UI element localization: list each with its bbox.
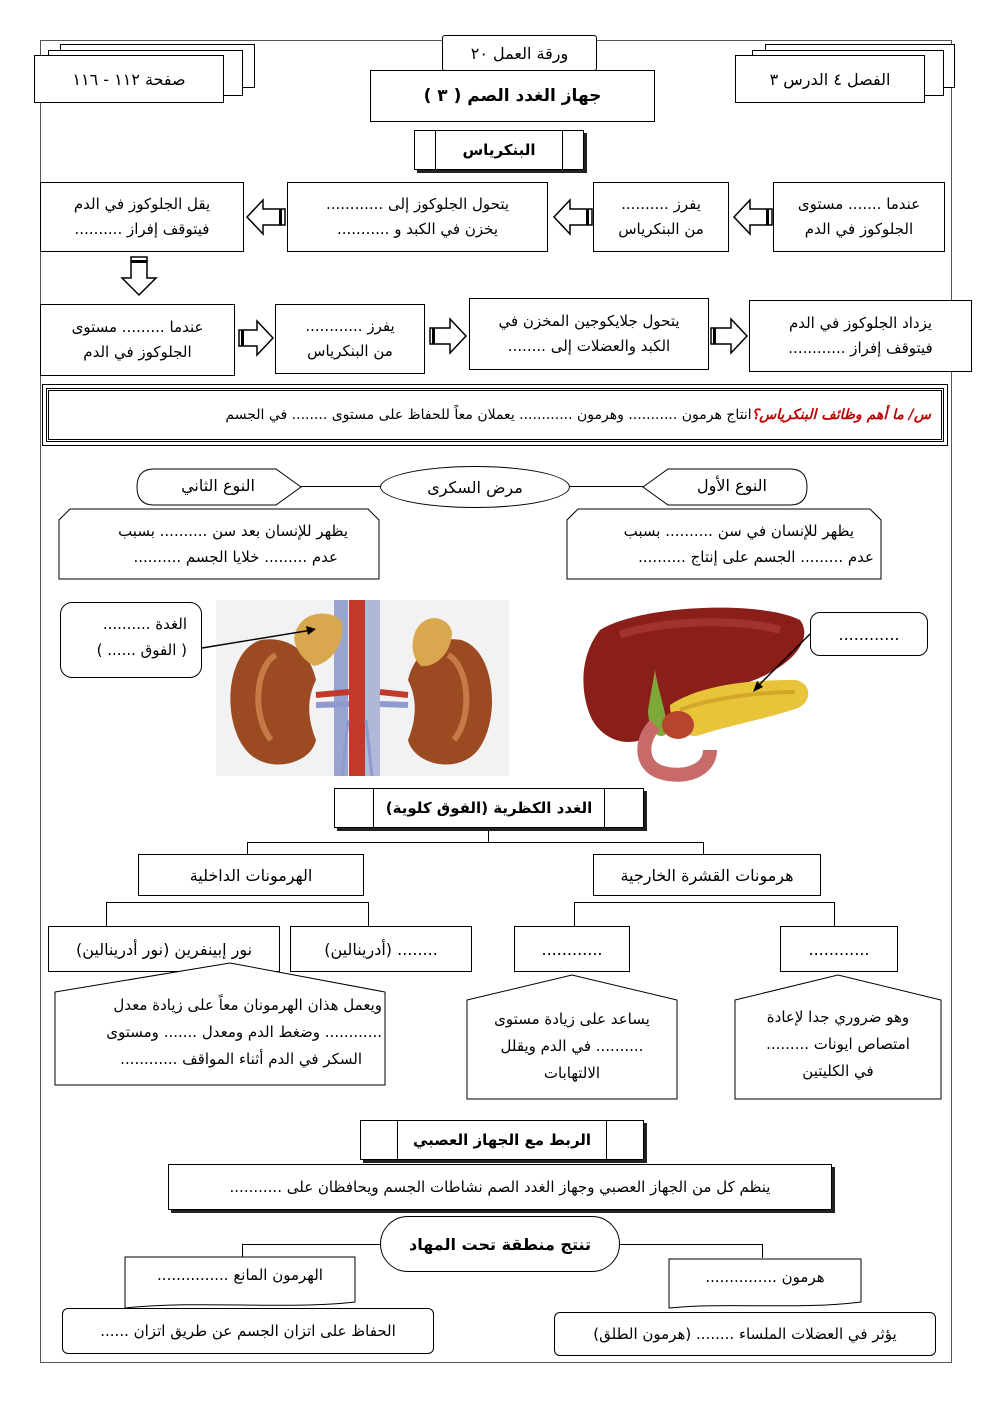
row2-box1-line2: فيتوقف إفراز ............ (788, 339, 933, 357)
pancreas-row2-box-2 (469, 298, 709, 370)
row2-box2-line1: يتحول جلايكوجين المخزن في (498, 312, 680, 330)
nervous-text: ينظم كل من الجهاز العصبي وجهاز الغدد الصم نشاطات الجسم ويحافظان على ........... (229, 1178, 771, 1196)
pancreas-row1-box-4 (40, 182, 244, 252)
cortex1-desc-line2: امتصاص ايونات ......... (766, 1035, 910, 1053)
adrenal-tree (106, 902, 107, 926)
pancreas-label-box (810, 612, 928, 656)
hypothalamus-pill (380, 1216, 620, 1272)
question-body: انتاج هرمون ........... وهرمون ............ يعملان معاً للحفاظ على مستوى ........ في الجسم (225, 407, 752, 423)
adrenal-tree (574, 902, 834, 903)
cortex-blank-2 (514, 926, 630, 972)
hypothalamus-connector (762, 1244, 763, 1258)
worksheet-tab (442, 35, 597, 71)
row1-box2-line1: يفرز .......... (621, 195, 701, 213)
hypothalamus-label: تنتج منطقة تحت المهاد (408, 1234, 592, 1254)
cortex1-desc-line1: وهو ضروري جدا لإعادة (766, 1008, 910, 1026)
adrenal-tree (834, 902, 835, 926)
type1-line1: يظهر للإنسان في سن .......... بسبب (623, 522, 854, 540)
arrow-left-icon (246, 197, 286, 237)
cortex2-desc-line3: الالتهابات (543, 1064, 601, 1082)
type2-line2: عدم ......... خلايا الجسم .......... (133, 548, 338, 566)
pancreas-title (414, 130, 584, 170)
nervous-title (360, 1120, 644, 1160)
cortex-blank-2-text: ............ (541, 939, 603, 959)
adrenal-tree (703, 842, 704, 854)
desc-right-box (554, 1312, 936, 1356)
row1-box2-line2: من البنكرياس (618, 220, 704, 238)
question-prefix: س/ ما أهم وظائف البنكرياس؟ (751, 407, 931, 423)
row2-box1-line1: يزداد الجلوكوز في الدم (788, 314, 933, 332)
hormone-left: الهرمون المانع ............... (157, 1266, 323, 1284)
cortex1-desc (744, 1004, 932, 1085)
cortex1-desc-line3: في الكليتين (802, 1062, 874, 1080)
row1-box1-line1: عندما ....... مستوى (797, 195, 921, 213)
cortex-blank-1-text: ............ (808, 939, 870, 959)
pancreas-row2-box-1 (749, 300, 972, 372)
adrenal-tree (574, 902, 575, 926)
adrenal-tree (106, 902, 368, 903)
chapter-label: الفصل ٤ الدرس ٣ (769, 69, 891, 89)
pancreas-label: ............ (838, 624, 900, 644)
arrow-left-icon (733, 197, 773, 237)
adrenal-tree (247, 842, 248, 854)
type2-line1: يظهر للإنسان بعد سن .......... بسبب (118, 522, 348, 540)
row1-box3-line2: يخزن في الكبد و ........... (336, 220, 498, 238)
adrenal-title-text: الغدد الكظرية (الفوق كلوية) (385, 799, 593, 817)
medulla-desc-line3: السكر في الدم أثناء المواقف ............ (120, 1050, 362, 1068)
cortex2-desc-line1: يساعد على زيادة مستوى (494, 1010, 650, 1028)
row2-box3-line2: من البنكرياس (307, 342, 393, 360)
desc-left: الحفاظ على اتزان الجسم عن طريق اتزان ...... (100, 1322, 396, 1340)
row2-box4-line1: عندما ......... مستوى (71, 318, 204, 336)
pages-box (34, 55, 224, 103)
pancreas-row2-box-4 (40, 304, 235, 376)
adrenal-tree (247, 842, 703, 843)
cortex-label: هرمونات القشرة الخارجية (620, 865, 794, 885)
noradrenaline-text: نور إبينفرين (نور أدرينالين) (75, 939, 253, 959)
type2-box (68, 518, 368, 570)
kidney-label-line1: الغدة .......... (102, 615, 187, 633)
adrenal-tree (368, 902, 369, 926)
row1-box4-line2: فيتوقف إفراز .......... (74, 220, 210, 238)
cortex-blank-1 (780, 926, 898, 972)
kidney-pointer (200, 618, 320, 658)
kidney-label-line2: ( الفوق ...... ) (96, 641, 187, 659)
pages-label: صفحة ١١٢ - ١١٦ (72, 69, 186, 89)
pancreas-row1-box-2 (593, 182, 729, 252)
row2-box4-line2: الجلوكوز في الدم (83, 343, 192, 361)
type2-label: النوع الثاني (181, 476, 255, 495)
medulla-desc-line2: ............ وضغط الدم ومعدل ....... ومستوى (106, 1023, 382, 1041)
adrenaline-text: ........ (أدرينالين) (324, 939, 438, 959)
row2-box2-line2: الكبد والعضلات إلى ........ (507, 337, 671, 355)
cortex2-desc (476, 1006, 668, 1087)
medulla-desc (64, 992, 382, 1073)
hormone-right: هرمون ............... (705, 1268, 825, 1286)
type1-line2: عدم ......... الجسم على إنتاج .......... (638, 548, 874, 566)
arrow-right-icon (238, 318, 274, 358)
arrow-left-icon (553, 197, 593, 237)
type1-box (574, 518, 874, 570)
nervous-text-box (168, 1164, 832, 1210)
pancreas-question (48, 390, 942, 440)
diabetes-center (380, 466, 570, 508)
arrow-right-icon (710, 316, 748, 356)
row2-box3-line1: يفرز ............ (305, 317, 395, 335)
kidney-label-box (60, 602, 202, 678)
medulla-label-box (138, 854, 364, 896)
adrenal-title (334, 788, 644, 828)
cortex2-desc-line2: .......... في الدم ويقلل (500, 1037, 644, 1055)
type1-label: النوع الأول (697, 476, 767, 495)
desc-left-box (62, 1308, 434, 1354)
row1-box3-line1: يتحول الجلوكوز إلى ............ (325, 195, 510, 213)
worksheet-label: ورقة العمل ٢٠ (470, 43, 569, 63)
pancreas-title-text: البنكرياس (462, 141, 536, 159)
pancreas-row2-box-3 (275, 304, 425, 374)
pancreas-pointer (750, 632, 812, 694)
page-title: جهاز الغدد الصم ( ٣ ) (423, 85, 602, 106)
row1-box1-line2: الجلوكوز في الدم (804, 220, 914, 238)
adrenal-tree (488, 830, 489, 842)
row1-box4-line1: يقل الجلوكوز في الدم (73, 195, 211, 213)
medulla-desc-line1: ويعمل هذان الهرمونان معاً على زيادة معدل (113, 996, 382, 1014)
main-title-box (370, 70, 655, 122)
pancreas-row1-box-1 (773, 182, 945, 252)
chapter-box (735, 55, 925, 103)
nervous-title-text: الربط مع الجهاز العصبي (412, 1131, 592, 1149)
cortex-label-box (593, 854, 821, 896)
arrow-down-icon (119, 256, 159, 296)
desc-right: يؤثر في العضلات الملساء ........ (هرمون الطلق) (593, 1325, 897, 1343)
pancreas-row1-box-3 (287, 182, 548, 252)
arrow-right-icon (429, 316, 467, 356)
medulla-label: الهرمونات الداخلية (189, 865, 313, 885)
diabetes-center-label: مرض السكرى (427, 477, 523, 497)
